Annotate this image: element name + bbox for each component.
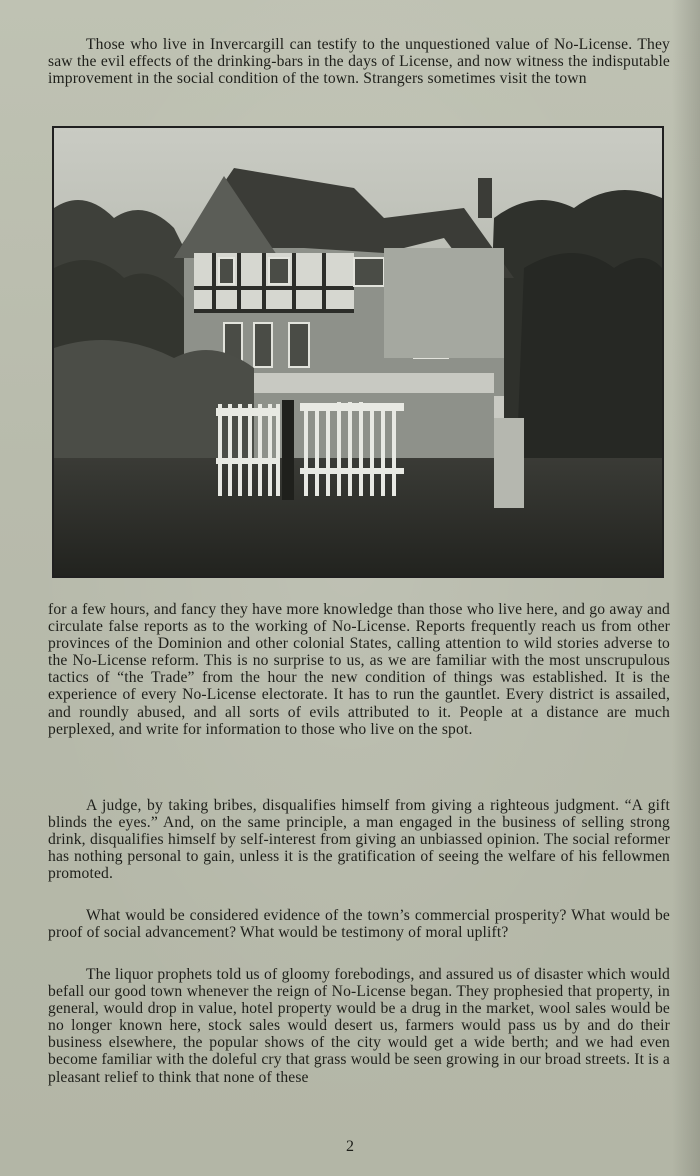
page-number: 2 xyxy=(346,1138,354,1155)
paragraph-continued: for a few hours, and fancy they have more knowledge than those who live here, and go away and circulate false reports as to the working of No-License. Reports frequently reach us from other provinces of the Dominion and other colonial States, calling attention to wild stories adverse to the No-License reform. This is no surprise to us, as we are familiar with the most unscrupulous tactics of “the Trade” from the hour the new condition of things was established. It is the experience of every No-License electorate. It has to run the gauntlet. Every district is assailed, and roundly abused, and all sorts of evils attributed to it. People at a distance are much perplexed, and write for information to those who live on the spot. xyxy=(48,601,670,738)
paragraph-intro: Those who live in Invercargill can testify to the unquestioned value of No-License. They saw the evil effects of the drinking-bars in the days of License, and now witness the indisputable improvement in the social condition of the town. Strangers sometimes visit the town xyxy=(48,36,670,88)
paragraph-liquor-prophets: The liquor prophets told us of gloomy forebodings, and assured us of disaster which would befall our good town whenever the reign of No-License began. They prophesied that property, in general, would drop in value, hotel property would be a drug in the market, wool sales would be no longer known here, stock sales would desert us, farmers would pass us by and do their business elsewhere, the popular shows of the city would get a wide berth; and we had even become familiar with the doleful cry that grass would be seen growing in our broad streets. It is a pleasant relief to think that none of these xyxy=(48,966,670,1086)
paragraph-evidence-question: What would be considered evidence of the town’s commercial prosperity? What would be proof of social advancement? What would be testimony of moral uplift? xyxy=(48,907,670,942)
paragraph-judge: A judge, by taking bribes, disqualifies himself from giving a righteous judgment. “A gift blinds the eyes.” And, on the same principle, a man engaged in the business of selling strong drink, disqualifies himself by self-interest from giving an unbiassed opinion. The social reformer has nothing personal to gain, unless it is the gratification of seeing the welfare of his fellowmen promoted. xyxy=(48,797,670,883)
page-edge-shadow xyxy=(672,0,700,1176)
house-photograph xyxy=(52,126,664,578)
